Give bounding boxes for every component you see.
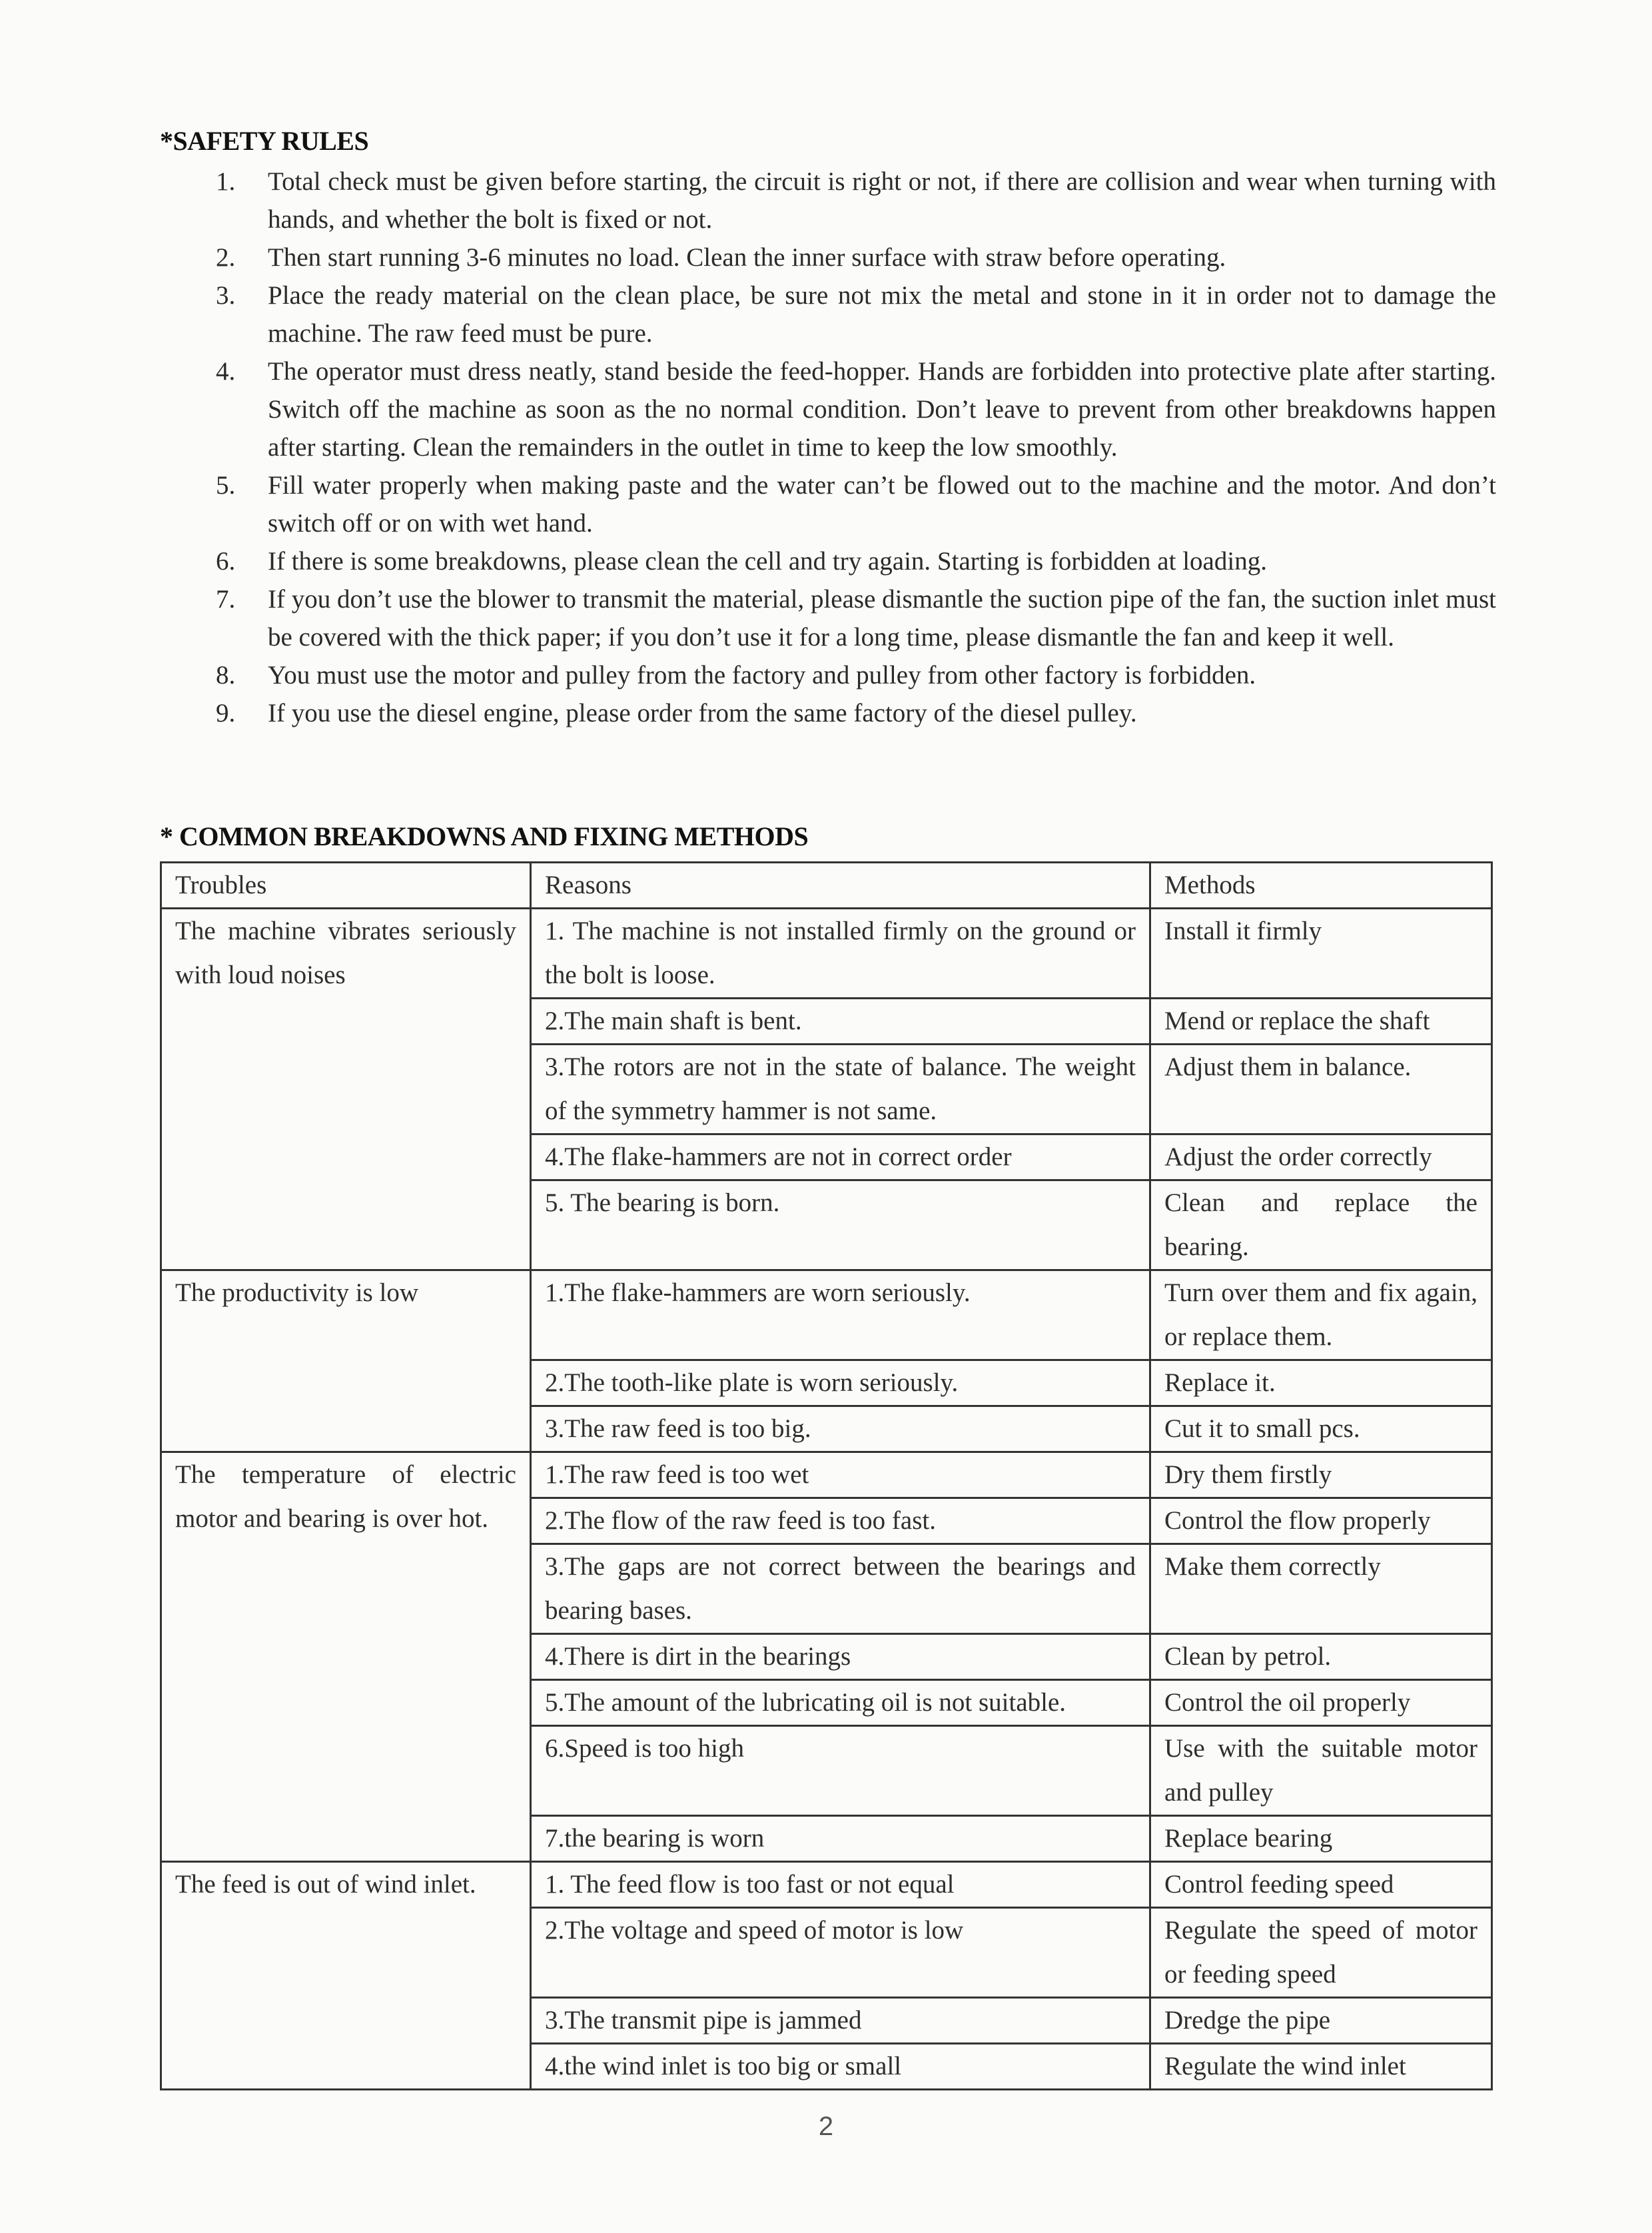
method-cell: Cut it to small pcs. <box>1150 1406 1492 1452</box>
trouble-cell: The feed is out of wind inlet. <box>161 1862 531 2090</box>
rule-number: 5. <box>216 471 236 500</box>
reason-cell: 6.Speed is too high <box>531 1726 1150 1816</box>
method-cell: Regulate the speed of motor or feeding speed <box>1150 1908 1492 1998</box>
table-row <box>161 1862 1492 1908</box>
method-cell: Use with the suitable motor and pulley <box>1150 1726 1492 1816</box>
method-cell: Dry them firstly <box>1150 1452 1492 1498</box>
reason-cell: 7.the bearing is worn <box>531 1816 1150 1862</box>
rule-text: Total check must be given before starting, the circuit is right or not, if there are collision and wear when turning with hands, and whether the bolt is fixed or not. <box>268 167 1496 234</box>
table-row <box>161 909 1492 999</box>
reason-cell: 1. The machine is not installed firmly on the ground or the bolt is loose. <box>531 909 1150 999</box>
table-body <box>161 909 1492 2090</box>
reason-cell: 1. The feed flow is too fast or not equal <box>531 1862 1150 1908</box>
rule-text: Then start running 3-6 minutes no load. Clean the inner surface with straw before operating. <box>268 243 1226 272</box>
reason-cell: 1.The flake-hammers are worn seriously. <box>531 1270 1150 1360</box>
method-cell: Adjust them in balance. <box>1150 1045 1492 1134</box>
methods-column-header: Methods <box>1150 863 1492 909</box>
method-cell: Make them correctly <box>1150 1544 1492 1634</box>
reason-cell: 3.The gaps are not correct between the bearings and bearing bases. <box>531 1544 1150 1634</box>
method-cell: Control the oil properly <box>1150 1680 1492 1726</box>
safety-rule-item <box>160 163 1496 238</box>
safety-rule-item <box>160 466 1496 542</box>
reason-cell: 2.The main shaft is bent. <box>531 999 1150 1045</box>
rule-text: If you use the diesel engine, please order from the same factory of the diesel pulley. <box>268 699 1137 727</box>
page-number: 2 <box>818 2112 834 2141</box>
reason-cell: 2.The flow of the raw feed is too fast. <box>531 1498 1150 1544</box>
reason-cell: 4.There is dirt in the bearings <box>531 1634 1150 1680</box>
safety-rule-item <box>160 276 1496 352</box>
troubles-column-header: Troubles <box>161 863 531 909</box>
reason-cell: 4.the wind inlet is too big or small <box>531 2044 1150 2090</box>
rule-text: If there is some breakdowns, please clean the cell and try again. Starting is forbidden at loading. <box>268 547 1267 576</box>
table-header-row <box>161 863 1492 909</box>
reason-cell: 3.The rotors are not in the state of balance. The weight of the symmetry hammer is not same. <box>531 1045 1150 1134</box>
breakdowns-heading: * COMMON BREAKDOWNS AND FIXING METHODS <box>160 821 809 851</box>
method-cell: Install it firmly <box>1150 909 1492 999</box>
rule-text: Place the ready material on the clean place, be sure not mix the metal and stone in it in order not to damage the machine. The raw feed must be pure. <box>268 281 1496 348</box>
method-cell: Dredge the pipe <box>1150 1998 1492 2044</box>
method-cell: Mend or replace the shaft <box>1150 999 1492 1045</box>
trouble-cell: The productivity is low <box>161 1270 531 1452</box>
reasons-column-header: Reasons <box>531 863 1150 909</box>
method-cell: Turn over them and fix again, or replace them. <box>1150 1270 1492 1360</box>
table-row <box>161 1270 1492 1360</box>
rule-number: 4. <box>216 357 236 386</box>
rule-number: 7. <box>216 585 236 614</box>
method-cell: Replace it. <box>1150 1360 1492 1406</box>
safety-rule-item <box>160 694 1496 732</box>
reason-cell: 4.The flake-hammers are not in correct order <box>531 1134 1150 1180</box>
reason-cell: 2.The voltage and speed of motor is low <box>531 1908 1150 1998</box>
rule-number: 3. <box>216 281 236 310</box>
method-cell: Regulate the wind inlet <box>1150 2044 1492 2090</box>
breakdowns-table <box>160 861 1493 2090</box>
safety-rule-item <box>160 542 1496 580</box>
safety-rule-item <box>160 656 1496 694</box>
rule-text: You must use the motor and pulley from the factory and pulley from other factory is forbidden. <box>268 661 1256 689</box>
rule-number: 1. <box>216 167 236 196</box>
method-cell: Clean and replace the bearing. <box>1150 1180 1492 1270</box>
trouble-cell: The machine vibrates seriously with loud noises <box>161 909 531 1270</box>
reason-cell: 5. The bearing is born. <box>531 1180 1150 1270</box>
rule-text: If you don’t use the blower to transmit the material, please dismantle the suction pipe of the fan, the suction inlet must be covered with the thick paper; if you don’t use it for a long time, please dismantle the fan and keep it well. <box>268 585 1496 652</box>
table-row <box>161 1452 1492 1498</box>
rule-text: The operator must dress neatly, stand beside the feed-hopper. Hands are forbidden into protective plate after starting. Switch off the machine as soon as the no normal condition. Don’t leave to prevent from other breakdowns happen after starting. Clean the remainders in the outlet in time to keep the low smoothly. <box>268 357 1496 462</box>
rule-number: 8. <box>216 661 236 689</box>
safety-rules-list <box>160 163 1496 732</box>
reason-cell: 5.The amount of the lubricating oil is not suitable. <box>531 1680 1150 1726</box>
method-cell: Replace bearing <box>1150 1816 1492 1862</box>
rule-number: 9. <box>216 699 236 727</box>
safety-rules-heading: *SAFETY RULES <box>160 126 369 156</box>
reason-cell: 3.The raw feed is too big. <box>531 1406 1150 1452</box>
reason-cell: 2.The tooth-like plate is worn seriously. <box>531 1360 1150 1406</box>
rule-number: 2. <box>216 243 236 272</box>
method-cell: Adjust the order correctly <box>1150 1134 1492 1180</box>
method-cell: Control the flow properly <box>1150 1498 1492 1544</box>
method-cell: Control feeding speed <box>1150 1862 1492 1908</box>
safety-rule-item <box>160 238 1496 276</box>
trouble-cell: The temperature of electric motor and bearing is over hot. <box>161 1452 531 1862</box>
rule-text: Fill water properly when making paste and the water can’t be flowed out to the machine and the motor. And don’t switch off or on with wet hand. <box>268 471 1496 538</box>
method-cell: Clean by petrol. <box>1150 1634 1492 1680</box>
rule-number: 6. <box>216 547 236 576</box>
safety-rule-item <box>160 352 1496 466</box>
reason-cell: 3.The transmit pipe is jammed <box>531 1998 1150 2044</box>
safety-rule-item <box>160 580 1496 656</box>
reason-cell: 1.The raw feed is too wet <box>531 1452 1150 1498</box>
